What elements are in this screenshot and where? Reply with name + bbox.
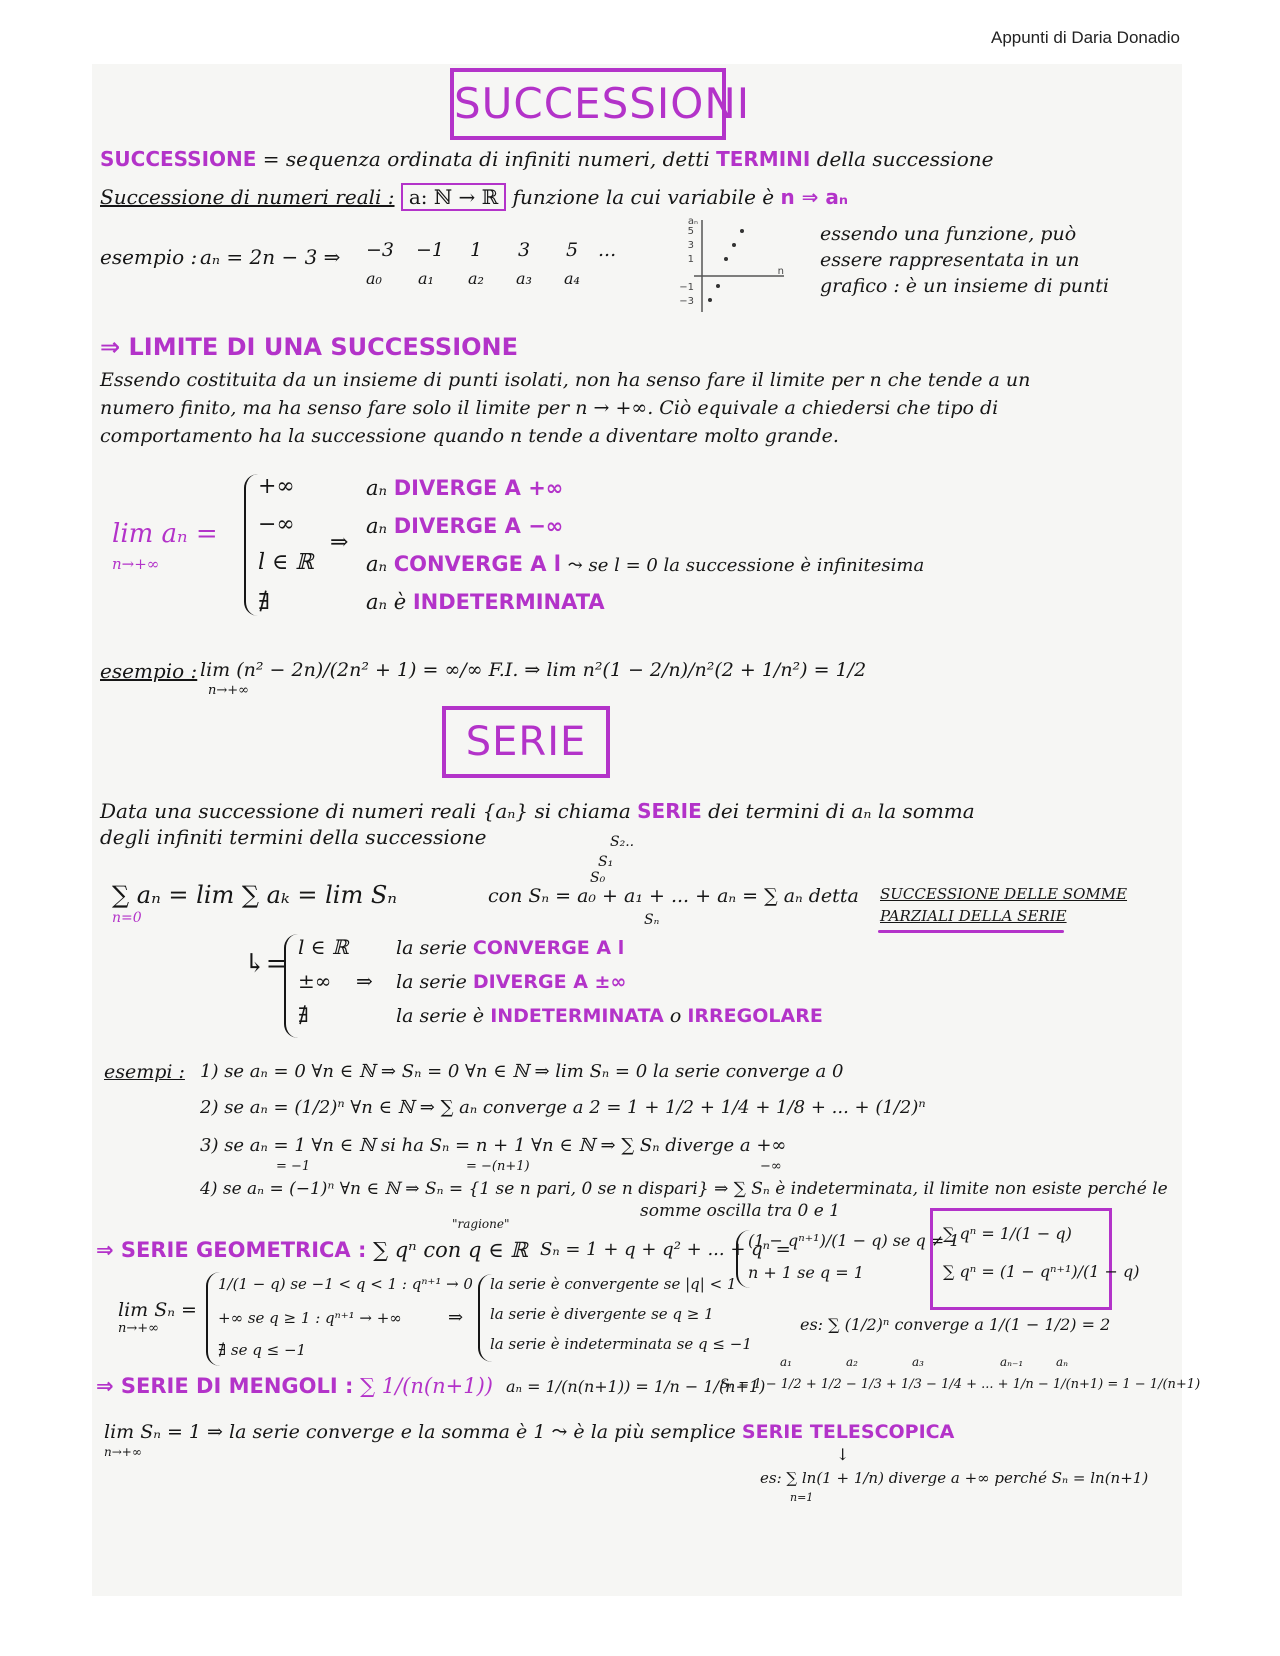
- outcome-label: DIVERGE A +∞: [393, 476, 564, 500]
- serie-arrow-hook: ↳=: [244, 949, 288, 979]
- reali-n: n ⇒ aₙ: [780, 185, 848, 209]
- serie-outcome-label: DIVERGE A ±∞: [472, 971, 627, 993]
- term-value: −3: [366, 239, 395, 261]
- geometrica-lim-sub: n→+∞: [118, 1321, 159, 1336]
- term-termini: TERMINI: [716, 147, 811, 171]
- limite-text-line: Essendo costituita da un insieme di punti isolati, non ha senso fare il limite per n che tende a un: [100, 369, 1031, 391]
- definition-text: = sequenza ordinata di infiniti numeri, detti: [262, 147, 710, 171]
- outcome-label: CONVERGE A l: [393, 552, 561, 576]
- outcome-prefix: aₙ: [366, 552, 388, 576]
- serie-outcome-irregolare: IRREGOLARE: [687, 1005, 823, 1027]
- esempio-serie: 2) se aₙ = (1/2)ⁿ ∀n ∈ ℕ ⇒ ∑ aₙ converge a 2 = 1 + 1/2 + 1/4 + 1/8 + ... + (1/2)ⁿ: [200, 1097, 926, 1118]
- esempio-label-2: esempio :: [100, 659, 198, 683]
- graph-tick: −3: [679, 296, 694, 307]
- geometrica-conclusion: la serie è indeterminata se q ≤ −1: [490, 1335, 752, 1353]
- partial-sum-def: con Sₙ = a₀ + a₁ + ... + aₙ = ∑ aₙ detta: [488, 885, 859, 907]
- serie-case: ∄: [298, 1003, 309, 1027]
- term-index: a₁: [418, 269, 434, 288]
- graph-point: [740, 229, 744, 233]
- definition-line: [100, 148, 993, 171]
- lim-outcome: [366, 552, 924, 577]
- serie-outcome-prefix: la serie è: [396, 1005, 485, 1027]
- geometrica-conclusion: la serie è convergente se |q| < 1: [490, 1275, 737, 1293]
- outcome-label: INDETERMINATA: [412, 590, 605, 614]
- term-serie: SERIE: [637, 799, 702, 823]
- graph-note-line: essendo una funzione, può: [820, 223, 1077, 245]
- lim-case: −∞: [258, 512, 295, 537]
- geometrica-lim-case: 1/(1 − q) se −1 < q < 1 : qⁿ⁺¹ → 0: [218, 1275, 473, 1293]
- serie-intro-b: dei termini di aₙ la somma: [708, 799, 975, 823]
- telescopica-es-sub: n=1: [790, 1491, 814, 1504]
- limite-text-line: comportamento ha la successione quando n tende a diventare molto grande.: [100, 425, 839, 447]
- mengoli-term-label: a₂: [846, 1355, 858, 1369]
- lim-case: l ∈ ℝ: [258, 550, 314, 575]
- esempio3-sub: −∞: [760, 1159, 782, 1174]
- geometrica-conclusion: la serie è divergente se q ≥ 1: [490, 1305, 714, 1323]
- lim-expression: [112, 520, 218, 550]
- geometrica-lim-case: +∞ se q ≥ 1 : qⁿ⁺¹ → +∞: [218, 1309, 402, 1327]
- partial-label: Sₙ: [644, 912, 660, 928]
- lim-label: lim aₙ =: [112, 519, 218, 549]
- lim-case: ∄: [258, 590, 270, 615]
- mengoli-term-label: a₁: [780, 1355, 792, 1369]
- author-credit: Appunti di Daria Donadio: [990, 28, 1180, 47]
- mengoli-formula: ∑ 1/(n(n+1)): [360, 1374, 493, 1398]
- lim-arrow: ⇒: [330, 530, 349, 555]
- lim-outcome: [366, 476, 563, 500]
- term-index: a₂: [468, 269, 484, 288]
- graph-point: [708, 298, 712, 302]
- geometrica-es: es: ∑ (1/2)ⁿ converge a 1/(1 − 1/2) = 2: [800, 1315, 1111, 1334]
- serie-case-arrow: ⇒: [356, 969, 373, 993]
- esempio-limite: lim (n² − 2n)/(2n² + 1) = ∞/∞ F.I. ⇒ lim n²(1 − 2/n)/n²(2 + 1/n²) = 1/2: [200, 659, 867, 681]
- title-successioni: SUCCESSIONI: [450, 68, 726, 140]
- serie-outcome-label: CONVERGE A l: [472, 937, 625, 959]
- infinitesima-note: ⤳ se l = 0 la successione è infinitesima: [567, 555, 925, 576]
- serie-outcome-prefix: la serie: [396, 971, 467, 993]
- mengoli-lim: lim Sₙ = 1 ⇒ la serie converge e la somma è 1 ⤳ è la più semplice: [104, 1421, 736, 1443]
- limite-text-line: numero finito, ma ha senso fare solo il limite per n → +∞. Ciò equivale a chiedersi che tipo di: [100, 397, 999, 419]
- mengoli-an: aₙ = 1/(n(n+1)) = 1/n − 1/(n+1): [506, 1377, 766, 1396]
- esempio-limite-sub: n→+∞: [208, 683, 249, 698]
- reali-line: [100, 186, 848, 209]
- serie-outcome-label: INDETERMINATA: [490, 1005, 664, 1027]
- graph-point: [724, 257, 728, 261]
- mengoli-sn: Sₙ = 1 − 1/2 + 1/2 − 1/3 + 1/3 − 1/4 + ... + 1/n − 1/(n+1) = 1 − 1/(n+1): [720, 1377, 1201, 1392]
- serie-outcome-prefix: la serie: [396, 937, 467, 959]
- heading-limite: ⇒ LIMITE DI UNA SUCCESSIONE: [100, 333, 519, 361]
- graph-point: [732, 243, 736, 247]
- serie-intro-line: [100, 800, 975, 823]
- partial-name-underline: [878, 930, 1064, 933]
- serie-outcome: [396, 972, 626, 994]
- geometrica-box-line: ∑ qⁿ = (1 − qⁿ⁺¹)/(1 − q): [943, 1262, 1140, 1281]
- mengoli-heading-row: [96, 1374, 493, 1398]
- term-telescopica: SERIE TELESCOPICA: [741, 1421, 955, 1443]
- serie-outcome-or: o: [669, 1005, 682, 1027]
- geometrica-sn-case: n + 1 se q = 1: [748, 1263, 864, 1282]
- graph-axis-y: aₙ: [687, 216, 698, 227]
- reali-label: Successione di numeri reali :: [100, 185, 395, 209]
- esempio3-sub: = −1: [276, 1159, 311, 1174]
- esempi-label: esempi :: [104, 1061, 185, 1083]
- term-ellipsis: ...: [598, 239, 617, 261]
- esempio4-tail: somme oscilla tra 0 e 1: [640, 1201, 840, 1221]
- sequence-graph: [672, 214, 792, 316]
- esempio3-sub: = −(n+1): [466, 1159, 530, 1174]
- term-value: 3: [518, 239, 531, 261]
- heading-geometrica: ⇒ SERIE GEOMETRICA :: [96, 1238, 367, 1262]
- sum-definition: ∑ aₙ = lim ∑ aₖ = lim Sₙ: [112, 881, 397, 909]
- serie-case: l ∈ ℝ: [298, 935, 349, 959]
- esempio-serie: 3) se aₙ = 1 ∀n ∈ ℕ si ha Sₙ = n + 1 ∀n ∈ ℕ ⇒ ∑ Sₙ diverge a +∞: [200, 1135, 787, 1156]
- serie-outcome: [396, 1006, 823, 1028]
- sequence-terms: [362, 240, 622, 292]
- telescopica-es: es: ∑ ln(1 + 1/n) diverge a +∞ perché Sₙ = ln(n+1): [760, 1469, 1149, 1487]
- serie-outcome: [396, 938, 624, 960]
- geometrica-heading-row: [96, 1238, 528, 1262]
- graph-tick: 3: [687, 240, 694, 251]
- mengoli-term-label: aₙ₋₁: [1000, 1355, 1024, 1369]
- partial-label: S₂..: [610, 834, 635, 850]
- geometrica-summary-box: [930, 1208, 1140, 1310]
- mengoli-term-label: a₃: [912, 1355, 924, 1369]
- title-serie: SERIE: [442, 706, 610, 778]
- outcome-prefix: aₙ è: [366, 590, 407, 614]
- esempio-serie: 1) se aₙ = 0 ∀n ∈ ℕ ⇒ Sₙ = 0 ∀n ∈ ℕ ⇒ lim Sₙ = 0 la serie converge a 0: [200, 1061, 844, 1082]
- geometrica-sn-case: (1 − qⁿ⁺¹)/(1 − q) se q ≠ 1: [748, 1231, 960, 1250]
- graph-tick: 1: [687, 254, 694, 265]
- graph-tick: 5: [687, 226, 694, 237]
- graph-tick: −1: [679, 282, 694, 293]
- partial-label: S₀: [590, 870, 606, 886]
- sum-subscript: n=0: [112, 910, 142, 926]
- graph-axis-x: n: [777, 266, 784, 277]
- term-index: a₀: [366, 269, 382, 288]
- mengoli-lim-row: [104, 1422, 954, 1444]
- graph-point: [716, 284, 720, 288]
- geometrica-lim-case: ∄ se q ≤ −1: [218, 1341, 307, 1359]
- outcome-prefix: aₙ: [366, 514, 388, 538]
- esempio-serie: 4) se aₙ = (−1)ⁿ ∀n ∈ ℕ ⇒ Sₙ = {1 se n pari, 0 se n dispari} ⇒ ∑ Sₙ è indeterminata, il limite non esiste perché le: [200, 1179, 1168, 1199]
- serie-case: ±∞: [298, 969, 332, 993]
- term-index: a₃: [516, 269, 532, 288]
- lim-subscript: n→+∞: [112, 555, 160, 573]
- geometrica-formula: ∑ qⁿ con q ∈ ℝ: [373, 1238, 528, 1262]
- geometrica-sn: Sₙ = 1 + q + q² + ... + qⁿ =: [540, 1239, 791, 1260]
- esempio-formula-1: aₙ = 2n − 3 ⇒: [200, 245, 341, 269]
- term-value: 5: [566, 239, 579, 261]
- partial-name: SUCCESSIONE DELLE SOMME: [880, 885, 1128, 903]
- serie-intro-a: Data una successione di numeri reali {aₙ} si chiama: [100, 799, 631, 823]
- definition-tail: della successione: [816, 147, 994, 171]
- lim-outcome: [366, 514, 563, 538]
- lim-case: +∞: [258, 474, 295, 499]
- outcome-prefix: aₙ: [366, 476, 388, 500]
- graph-note-line: essere rappresentata in un: [820, 249, 1080, 271]
- partial-name: PARZIALI DELLA SERIE: [880, 907, 1067, 925]
- lim-outcome: [366, 590, 605, 614]
- ragione-note: "ragione": [452, 1217, 510, 1231]
- heading-mengoli: ⇒ SERIE DI MENGOLI :: [96, 1374, 354, 1398]
- term-successione: SUCCESSIONE: [100, 147, 257, 171]
- term-index: a₄: [564, 269, 580, 288]
- mengoli-lim-sub: n→+∞: [104, 1445, 142, 1459]
- serie-intro-line: degli infiniti termini della successione: [100, 825, 487, 849]
- geometrica-box-line: ∑ qⁿ = 1/(1 − q): [943, 1224, 1072, 1243]
- term-value: 1: [470, 239, 483, 261]
- graph-note-line: grafico : è un insieme di punti: [820, 275, 1109, 297]
- reali-map: a: ℕ → ℝ: [401, 183, 506, 211]
- partial-label: S₁: [598, 854, 614, 870]
- outcome-label: DIVERGE A −∞: [393, 514, 564, 538]
- telescopica-arrow: ↓: [836, 1445, 850, 1464]
- term-value: −1: [416, 239, 445, 261]
- geometrica-lim: lim Sₙ =: [118, 1299, 197, 1321]
- mengoli-term-label: aₙ: [1056, 1355, 1069, 1369]
- esempio-label-1: esempio :: [100, 245, 198, 269]
- reali-text: funzione la cui variabile è: [512, 185, 775, 209]
- geometrica-implies: ⇒: [448, 1307, 464, 1328]
